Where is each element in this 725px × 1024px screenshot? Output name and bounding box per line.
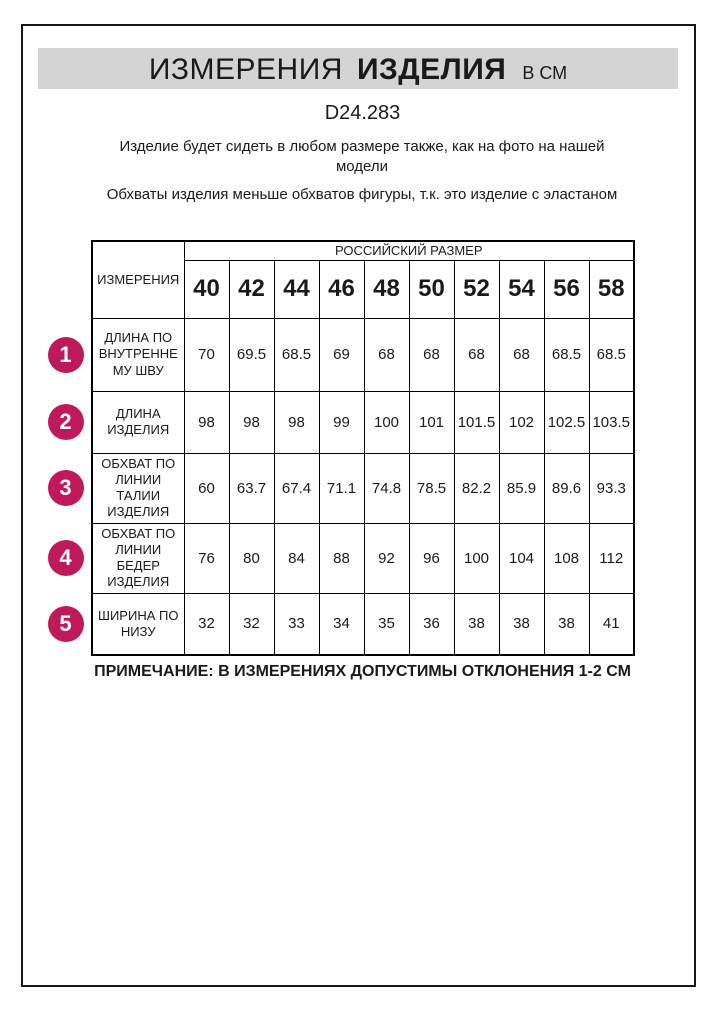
measurement-value: 41 <box>589 593 634 655</box>
row-number-cell <box>40 318 92 391</box>
measurement-value: 108 <box>544 523 589 593</box>
size-header-cell: 56 <box>544 260 589 318</box>
table-row <box>40 523 634 593</box>
russian-size-header: РОССИЙСКИЙ РАЗМЕР <box>184 241 634 260</box>
measurement-value: 85.9 <box>499 453 544 523</box>
table-row <box>40 593 634 655</box>
measurement-value: 67.4 <box>274 453 319 523</box>
tolerance-note: ПРИМЕЧАНИЕ: В ИЗМЕРЕНИЯХ ДОПУСТИМЫ ОТКЛОНЕНИЯ 1-2 СМ <box>94 663 631 680</box>
intro-paragraph-elastane: Обхваты изделия меньше обхватов фигуры, т.к. это изделие с эластаном <box>106 186 618 203</box>
measurement-value: 38 <box>544 593 589 655</box>
corner-header-cell: ИЗМЕРЕНИЯ <box>92 241 184 318</box>
measurement-value: 35 <box>364 593 409 655</box>
measurement-value: 68 <box>499 318 544 391</box>
size-chart <box>40 240 635 656</box>
measurement-value: 33 <box>274 593 319 655</box>
measurement-value: 76 <box>184 523 229 593</box>
measurement-label: ОБХВАТ ПО ЛИНИИ ТАЛИИ ИЗДЕЛИЯ <box>92 453 184 523</box>
measurement-value: 60 <box>184 453 229 523</box>
measurement-value: 80 <box>229 523 274 593</box>
measurement-value: 68.5 <box>274 318 319 391</box>
size-header-cell: 48 <box>364 260 409 318</box>
size-header-cell: 44 <box>274 260 319 318</box>
row-number-badge: 5 <box>48 606 84 642</box>
intro-paragraph-fit: Изделие будет сидеть в любом размере также, как на фото на нашей модели <box>119 138 605 176</box>
page-title-measurements: ИЗМЕРЕНИЯ <box>148 53 343 86</box>
measurement-value: 36 <box>409 593 454 655</box>
measurement-value: 98 <box>229 391 274 453</box>
measurement-value: 100 <box>364 391 409 453</box>
measurement-value: 104 <box>499 523 544 593</box>
measurement-label: ШИРИНА ПО НИЗУ <box>92 593 184 655</box>
size-header-cell: 42 <box>229 260 274 318</box>
measurement-value: 84 <box>274 523 319 593</box>
row-number-badge: 3 <box>48 470 84 506</box>
table-row <box>40 453 634 523</box>
measurement-value: 71.1 <box>319 453 364 523</box>
table-row <box>40 318 634 391</box>
group-header-row <box>40 241 634 260</box>
size-header-cell: 50 <box>409 260 454 318</box>
measurement-value: 74.8 <box>364 453 409 523</box>
row-number-cell <box>40 453 92 523</box>
measurement-value: 32 <box>184 593 229 655</box>
measurement-value: 103.5 <box>589 391 634 453</box>
page-title-unit: В СМ <box>522 63 568 83</box>
measurement-value: 82.2 <box>454 453 499 523</box>
measurement-value: 68 <box>364 318 409 391</box>
measurement-label: ДЛИНА ИЗДЕЛИЯ <box>92 391 184 453</box>
size-header-cell: 40 <box>184 260 229 318</box>
measurement-value: 101 <box>409 391 454 453</box>
title-bar <box>38 48 678 89</box>
measurement-value: 70 <box>184 318 229 391</box>
badge-gutter <box>40 241 92 318</box>
row-number-badge: 2 <box>48 404 84 440</box>
row-number-badge: 1 <box>48 337 84 373</box>
measurement-value: 88 <box>319 523 364 593</box>
measurement-label: ОБХВАТ ПО ЛИНИИ БЕДЕР ИЗДЕЛИЯ <box>92 523 184 593</box>
row-number-badge: 4 <box>48 540 84 576</box>
row-number-cell <box>40 523 92 593</box>
size-header-cell: 54 <box>499 260 544 318</box>
measurement-value: 38 <box>499 593 544 655</box>
measurement-value: 112 <box>589 523 634 593</box>
size-header-cell: 58 <box>589 260 634 318</box>
measurement-value: 38 <box>454 593 499 655</box>
measurement-value: 92 <box>364 523 409 593</box>
measurement-value: 102.5 <box>544 391 589 453</box>
measurement-value: 96 <box>409 523 454 593</box>
measurement-value: 68.5 <box>544 318 589 391</box>
measurement-value: 98 <box>184 391 229 453</box>
size-header-cell: 46 <box>319 260 364 318</box>
measurement-value: 68 <box>454 318 499 391</box>
measurement-value: 98 <box>274 391 319 453</box>
measurement-value: 34 <box>319 593 364 655</box>
row-number-cell <box>40 593 92 655</box>
measurement-value: 99 <box>319 391 364 453</box>
row-number-cell <box>40 391 92 453</box>
measurement-value: 68.5 <box>589 318 634 391</box>
measurement-value: 101.5 <box>454 391 499 453</box>
table-row <box>40 391 634 453</box>
measurement-value: 102 <box>499 391 544 453</box>
measurement-value: 32 <box>229 593 274 655</box>
measurement-value: 69 <box>319 318 364 391</box>
measurement-value: 68 <box>409 318 454 391</box>
page-title-product: ИЗДЕЛИЯ <box>356 53 507 86</box>
measurement-value: 89.6 <box>544 453 589 523</box>
measurement-value: 63.7 <box>229 453 274 523</box>
product-code: D24.283 <box>324 102 401 124</box>
measurement-value: 93.3 <box>589 453 634 523</box>
measurements-table <box>40 240 635 656</box>
measurement-value: 69.5 <box>229 318 274 391</box>
size-header-cell: 52 <box>454 260 499 318</box>
measurement-label: ДЛИНА ПО ВНУТРЕННЕМУ ШВУ <box>92 318 184 391</box>
measurement-value: 100 <box>454 523 499 593</box>
measurement-value: 78.5 <box>409 453 454 523</box>
